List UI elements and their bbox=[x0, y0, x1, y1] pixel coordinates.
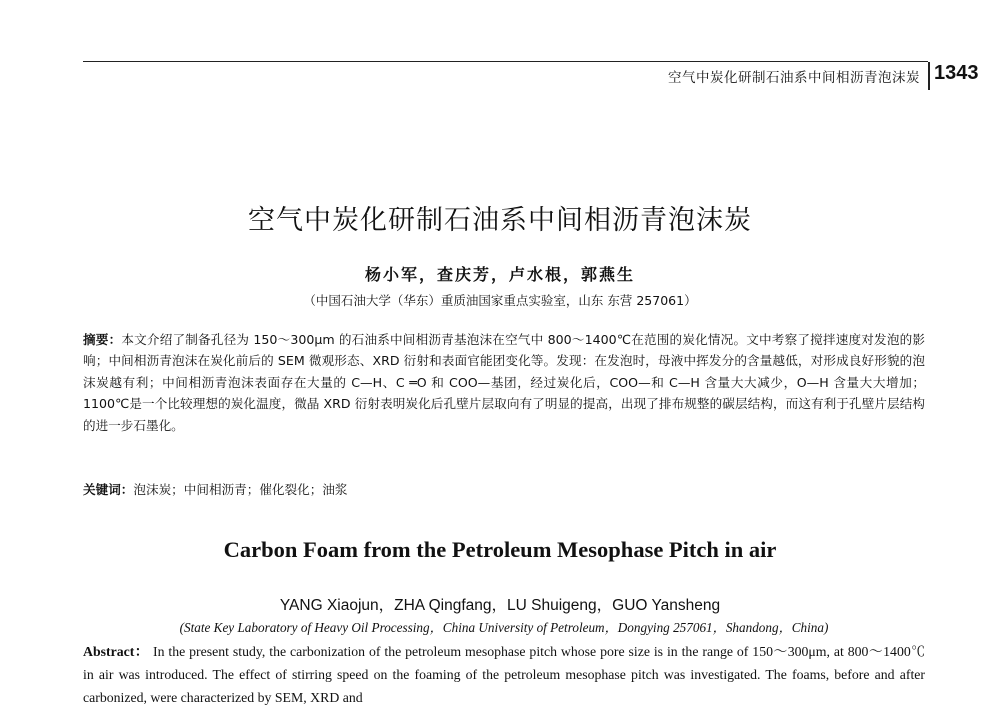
header-rule bbox=[83, 61, 928, 62]
english-abstract-text: In the present study, the carbonization of the petroleum mesophase pitch whose pore size is in the range of 150～300μm, at 800～1400℃ in air was introduced. The effect of stirring speed on the foaming of the petroleum mesophase pitch was investigated. The foams, before and after carbonized, were characterized by SEM, XRD and bbox=[83, 644, 925, 705]
chinese-abstract-label: 摘要： bbox=[83, 332, 122, 347]
chinese-keywords-label: 关键词： bbox=[83, 482, 134, 497]
chinese-abstract-text: 本文介绍了制备孔径为 150～300μm 的石油系中间相沥青基泡沫在空气中 800～1400℃在范围的炭化情况。文中考察了搅拌速度对发泡的影响；中间相沥青泡沫在炭化前后的 SEM 微观形态、XRD 衍射和表面官能团变化等。发现：在发泡时，母液中挥发分的含量越低，对形成良好形貌的泡沫炭越有利；中间相沥青泡沫表面存在大量的 C—H、C ═O 和 COO—基团，经过炭化后，COO—和 C—H 含量大大减少，O—H 含量大大增加；1100℃是一个比较理想的炭化温度，微晶 XRD 衍射表明炭化后孔壁片层取向有了明显的提高，出现了排布规整的碳层结构，而这有利于孔壁片层结构的进一步石墨化。 bbox=[83, 332, 925, 433]
english-affiliation: (State Key Laboratory of Heavy Oil Processing，China University of Petroleum，Dongying 257061，Shandong，China) bbox=[179, 620, 829, 635]
chinese-authors: 杨小军，查庆芳，卢水根，郭燕生 bbox=[364, 265, 635, 284]
chinese-keywords bbox=[83, 479, 925, 498]
page-number: 1343 bbox=[934, 62, 979, 84]
chinese-affiliation: （中国石油大学（华东）重质油国家重点实验室，山东 东营 257061） bbox=[303, 293, 697, 308]
english-authors: YANG Xiaojun，ZHA Qingfang，LU Shuigeng，GUO Yansheng bbox=[279, 597, 721, 614]
chinese-title: 空气中炭化研制石油系中间相沥青泡沫炭 bbox=[248, 205, 752, 236]
english-title: Carbon Foam from the Petroleum Mesophase Pitch in air bbox=[223, 537, 777, 562]
english-abstract bbox=[83, 640, 925, 709]
chinese-keywords-text: 泡沫炭；中间相沥青；催化裂化；油浆 bbox=[133, 482, 348, 497]
chinese-abstract bbox=[83, 329, 925, 436]
running-title: 空气中炭化研制石油系中间相沥青泡沫炭 bbox=[668, 70, 920, 86]
english-abstract-label: Abstract： bbox=[83, 644, 150, 659]
header-divider bbox=[928, 62, 930, 90]
